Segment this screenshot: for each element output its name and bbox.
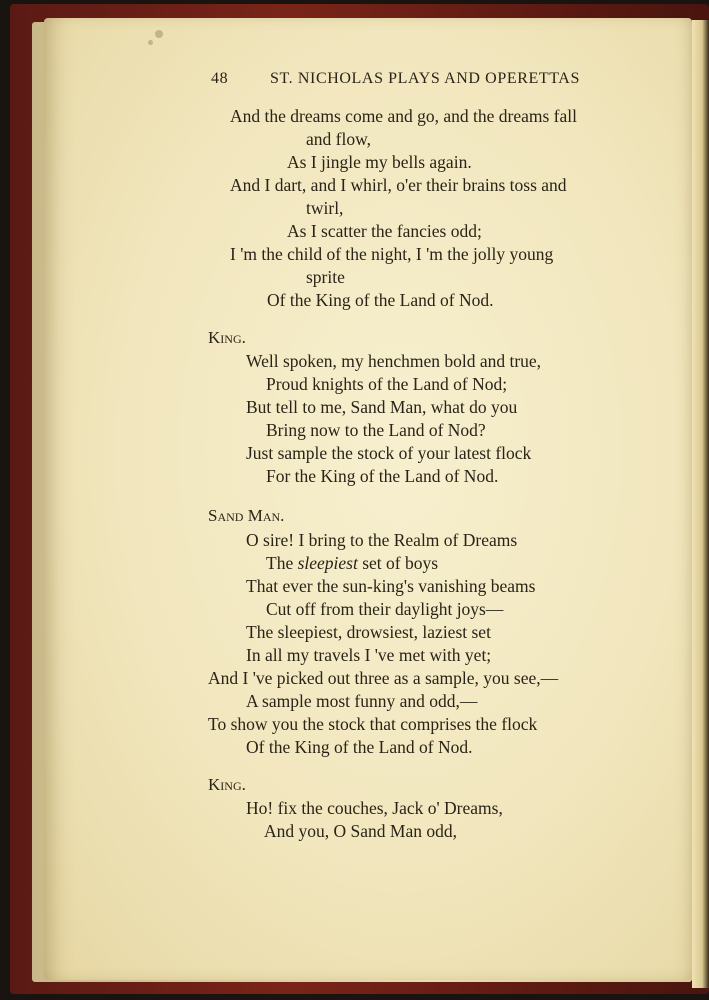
verse-line: twirl, (306, 198, 344, 218)
verse-line: And you, O Sand Man odd, (264, 821, 457, 841)
verse-line: And I dart, and I whirl, o'er their brains toss and (230, 175, 567, 195)
verse-line: Proud knights of the Land of Nod; (266, 374, 508, 394)
running-title: ST. NICHOLAS PLAYS AND OPERETTAS (270, 70, 580, 87)
verse-line: And the dreams come and go, and the dreams fall (230, 106, 577, 126)
page-number: 48 (211, 70, 229, 87)
verse-line: Bring now to the Land of Nod? (266, 420, 486, 440)
verse-line: Well spoken, my henchmen bold and true, (246, 351, 542, 371)
verse-line: As I jingle my bells again. (287, 152, 472, 172)
verse-line: sprite (306, 267, 345, 287)
speaker-label: Sand Man. (208, 506, 285, 525)
verse-line: In all my travels I 've met with yet; (246, 645, 492, 665)
verse-line: Of the King of the Land of Nod. (246, 737, 473, 757)
verse-line: and flow, (306, 129, 371, 149)
verse-line: Just sample the stock of your latest flock (246, 443, 532, 463)
verse-word: The (266, 553, 294, 573)
verse-line: For the King of the Land of Nod. (266, 466, 499, 486)
verse-line: I 'm the child of the night, I 'm the jolly young (230, 244, 554, 264)
italic-word: sleepiest (297, 553, 358, 573)
verse-line: O sire! I bring to the Realm of Dreams (246, 530, 518, 550)
verse-line: As I scatter the fancies odd; (287, 221, 482, 241)
speaker-label: King. (208, 328, 246, 347)
verse-line (266, 553, 438, 573)
verse-line: Ho! fix the couches, Jack o' Dreams, (246, 798, 503, 818)
verse-line: A sample most funny and odd,— (246, 691, 478, 711)
verse-line: The sleepiest, drowsiest, laziest set (246, 622, 491, 642)
speaker-label: King. (208, 775, 246, 794)
verse-word: set of boys (362, 553, 439, 573)
verse-line: But tell to me, Sand Man, what do you (246, 397, 518, 417)
verse-line: Of the King of the Land of Nod. (267, 290, 494, 310)
verse-line: To show you the stock that comprises the flock (208, 714, 538, 734)
verse-line: Cut off from their daylight joys— (266, 599, 504, 619)
verse-line: And I 've picked out three as a sample, you see,— (208, 668, 559, 688)
verse-line: That ever the sun-king's vanishing beams (246, 576, 536, 596)
